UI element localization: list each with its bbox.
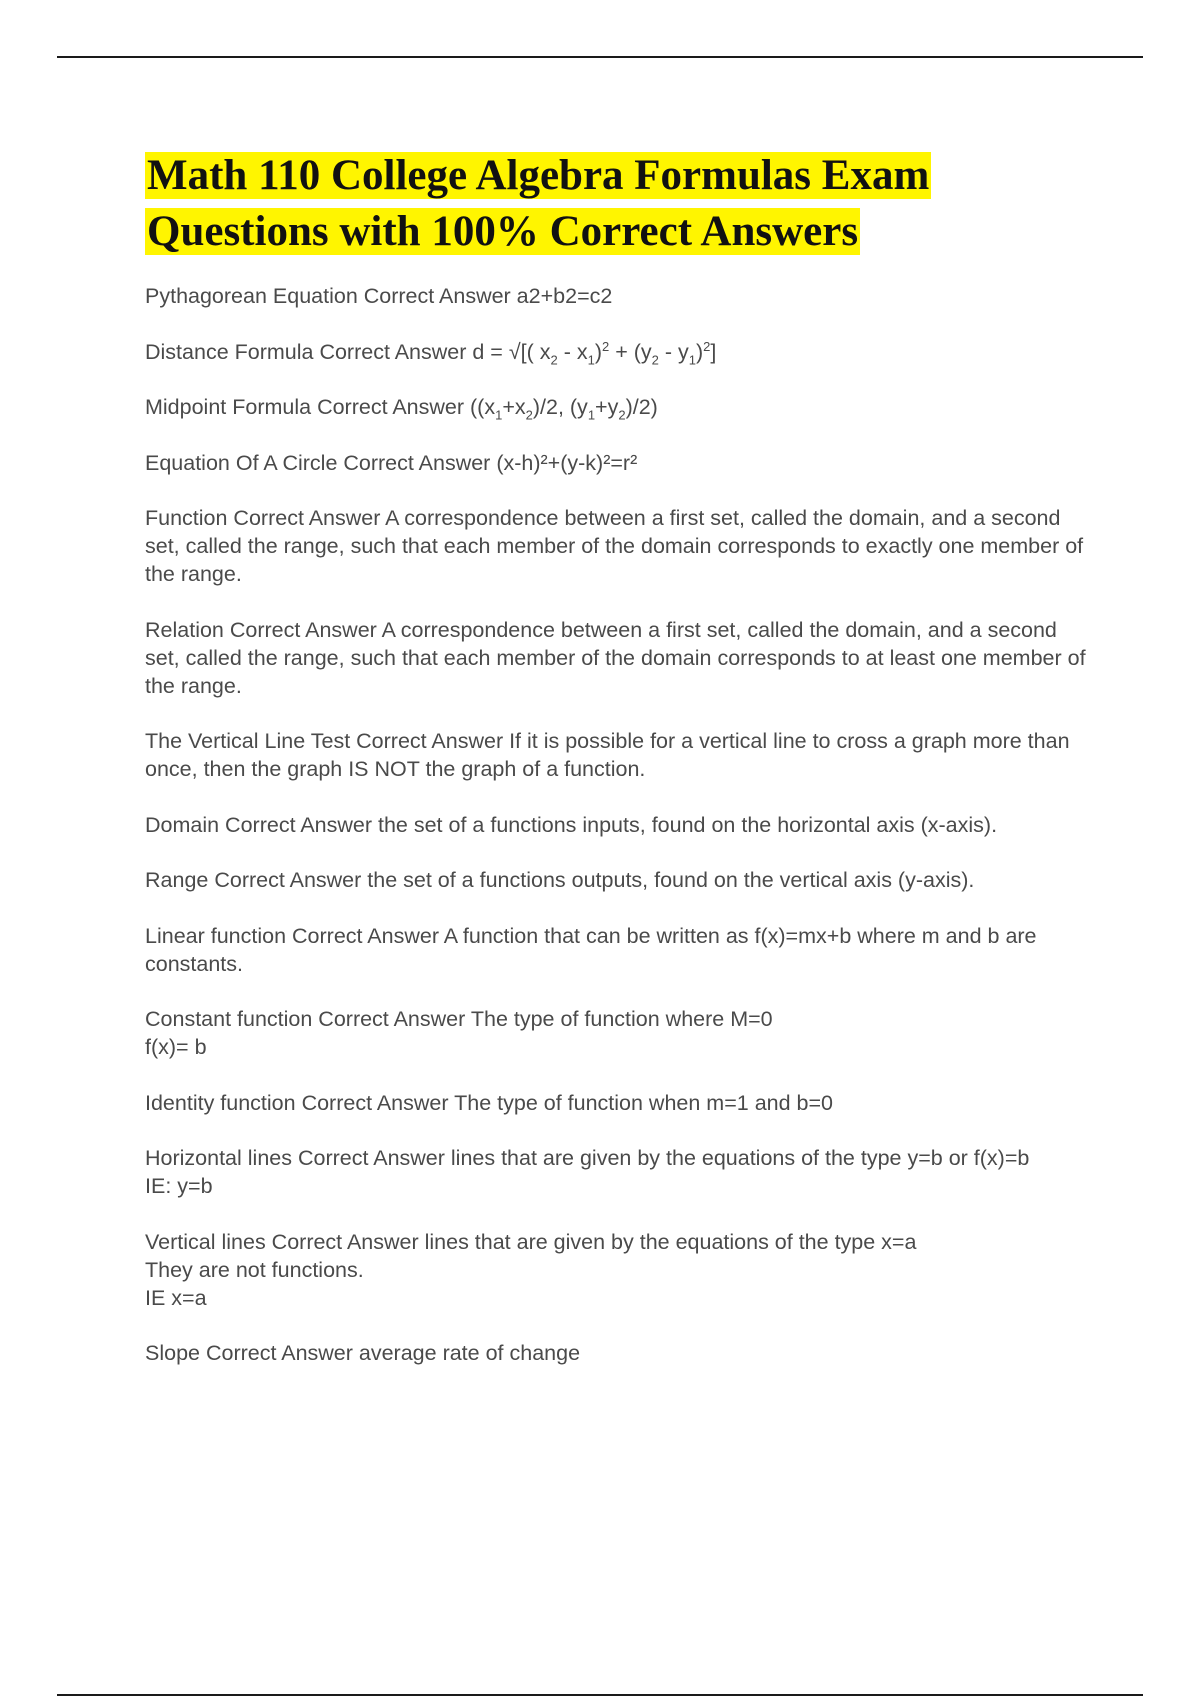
title-line-2: Questions with 100% Correct Answers (147, 208, 859, 255)
qa-item-constant-function: Constant function Correct Answer The type of function where M=0 f(x)= b (145, 1007, 773, 1059)
qa-item-linear-function: Linear function Correct Answer A function that can be written as f(x)=mx+b where m and b are constants. (145, 923, 1037, 976)
qa-item-relation: Relation Correct Answer A correspondence between a first set, called the domain, and a second set, called the range, such that each member of the domain corresponds to at least one member of the range. (145, 617, 1086, 698)
qa-item-circle-equation: Equation Of A Circle Correct Answer (x-h)²+(y-k)²=r² (145, 450, 638, 475)
qa-item-domain: Domain Correct Answer the set of a functions inputs, found on the horizontal axis (x-axis). (145, 812, 998, 837)
footer-rule (57, 1694, 1143, 1696)
qa-item-slope: Slope Correct Answer average rate of change (145, 1341, 581, 1365)
qa-item-vertical-lines: Vertical lines Correct Answer lines that are given by the equations of the type x=a They are not functions. IE x=a (145, 1229, 917, 1310)
document-title (145, 148, 1105, 260)
qa-item-distance-formula: Distance Formula Correct Answer d = √[( $x_2 - x_1)^2 + (y_2 - y_1)^2$] (145, 338, 717, 367)
header-rule (57, 56, 1143, 58)
title-line-1: Math 110 College Algebra Formulas Exam (147, 152, 930, 199)
qa-item-identity-function: Identity function Correct Answer The type of function when m=1 and b=0 (145, 1090, 834, 1115)
qa-item-function: Function Correct Answer A correspondence between a first set, called the domain, and a second set, called the range, such that each member of the domain corresponds to exactly one member of the range. (145, 506, 1084, 586)
qa-item-horizontal-lines: Horizontal lines Correct Answer lines that are given by the equations of the type y=b or f(x)=b IE: y=b (145, 1146, 1030, 1198)
qa-item-pythagorean: Pythagorean Equation Correct Answer a2+b2=c2 (145, 284, 613, 308)
qa-item-vertical-line-test: The Vertical Line Test Correct Answer If it is possible for a vertical line to cross a graph more than once, then the graph IS NOT the graph of a function. (145, 729, 1070, 781)
qa-item-midpoint-formula: Midpoint Formula Correct Answer ($(x_1+x_2)/2$, $(y_1+y_2)/2$) (145, 395, 658, 423)
qa-item-range: Range Correct Answer the set of a functions outputs, found on the vertical axis (y-axis). (145, 868, 975, 892)
qa-list (145, 282, 1095, 1395)
